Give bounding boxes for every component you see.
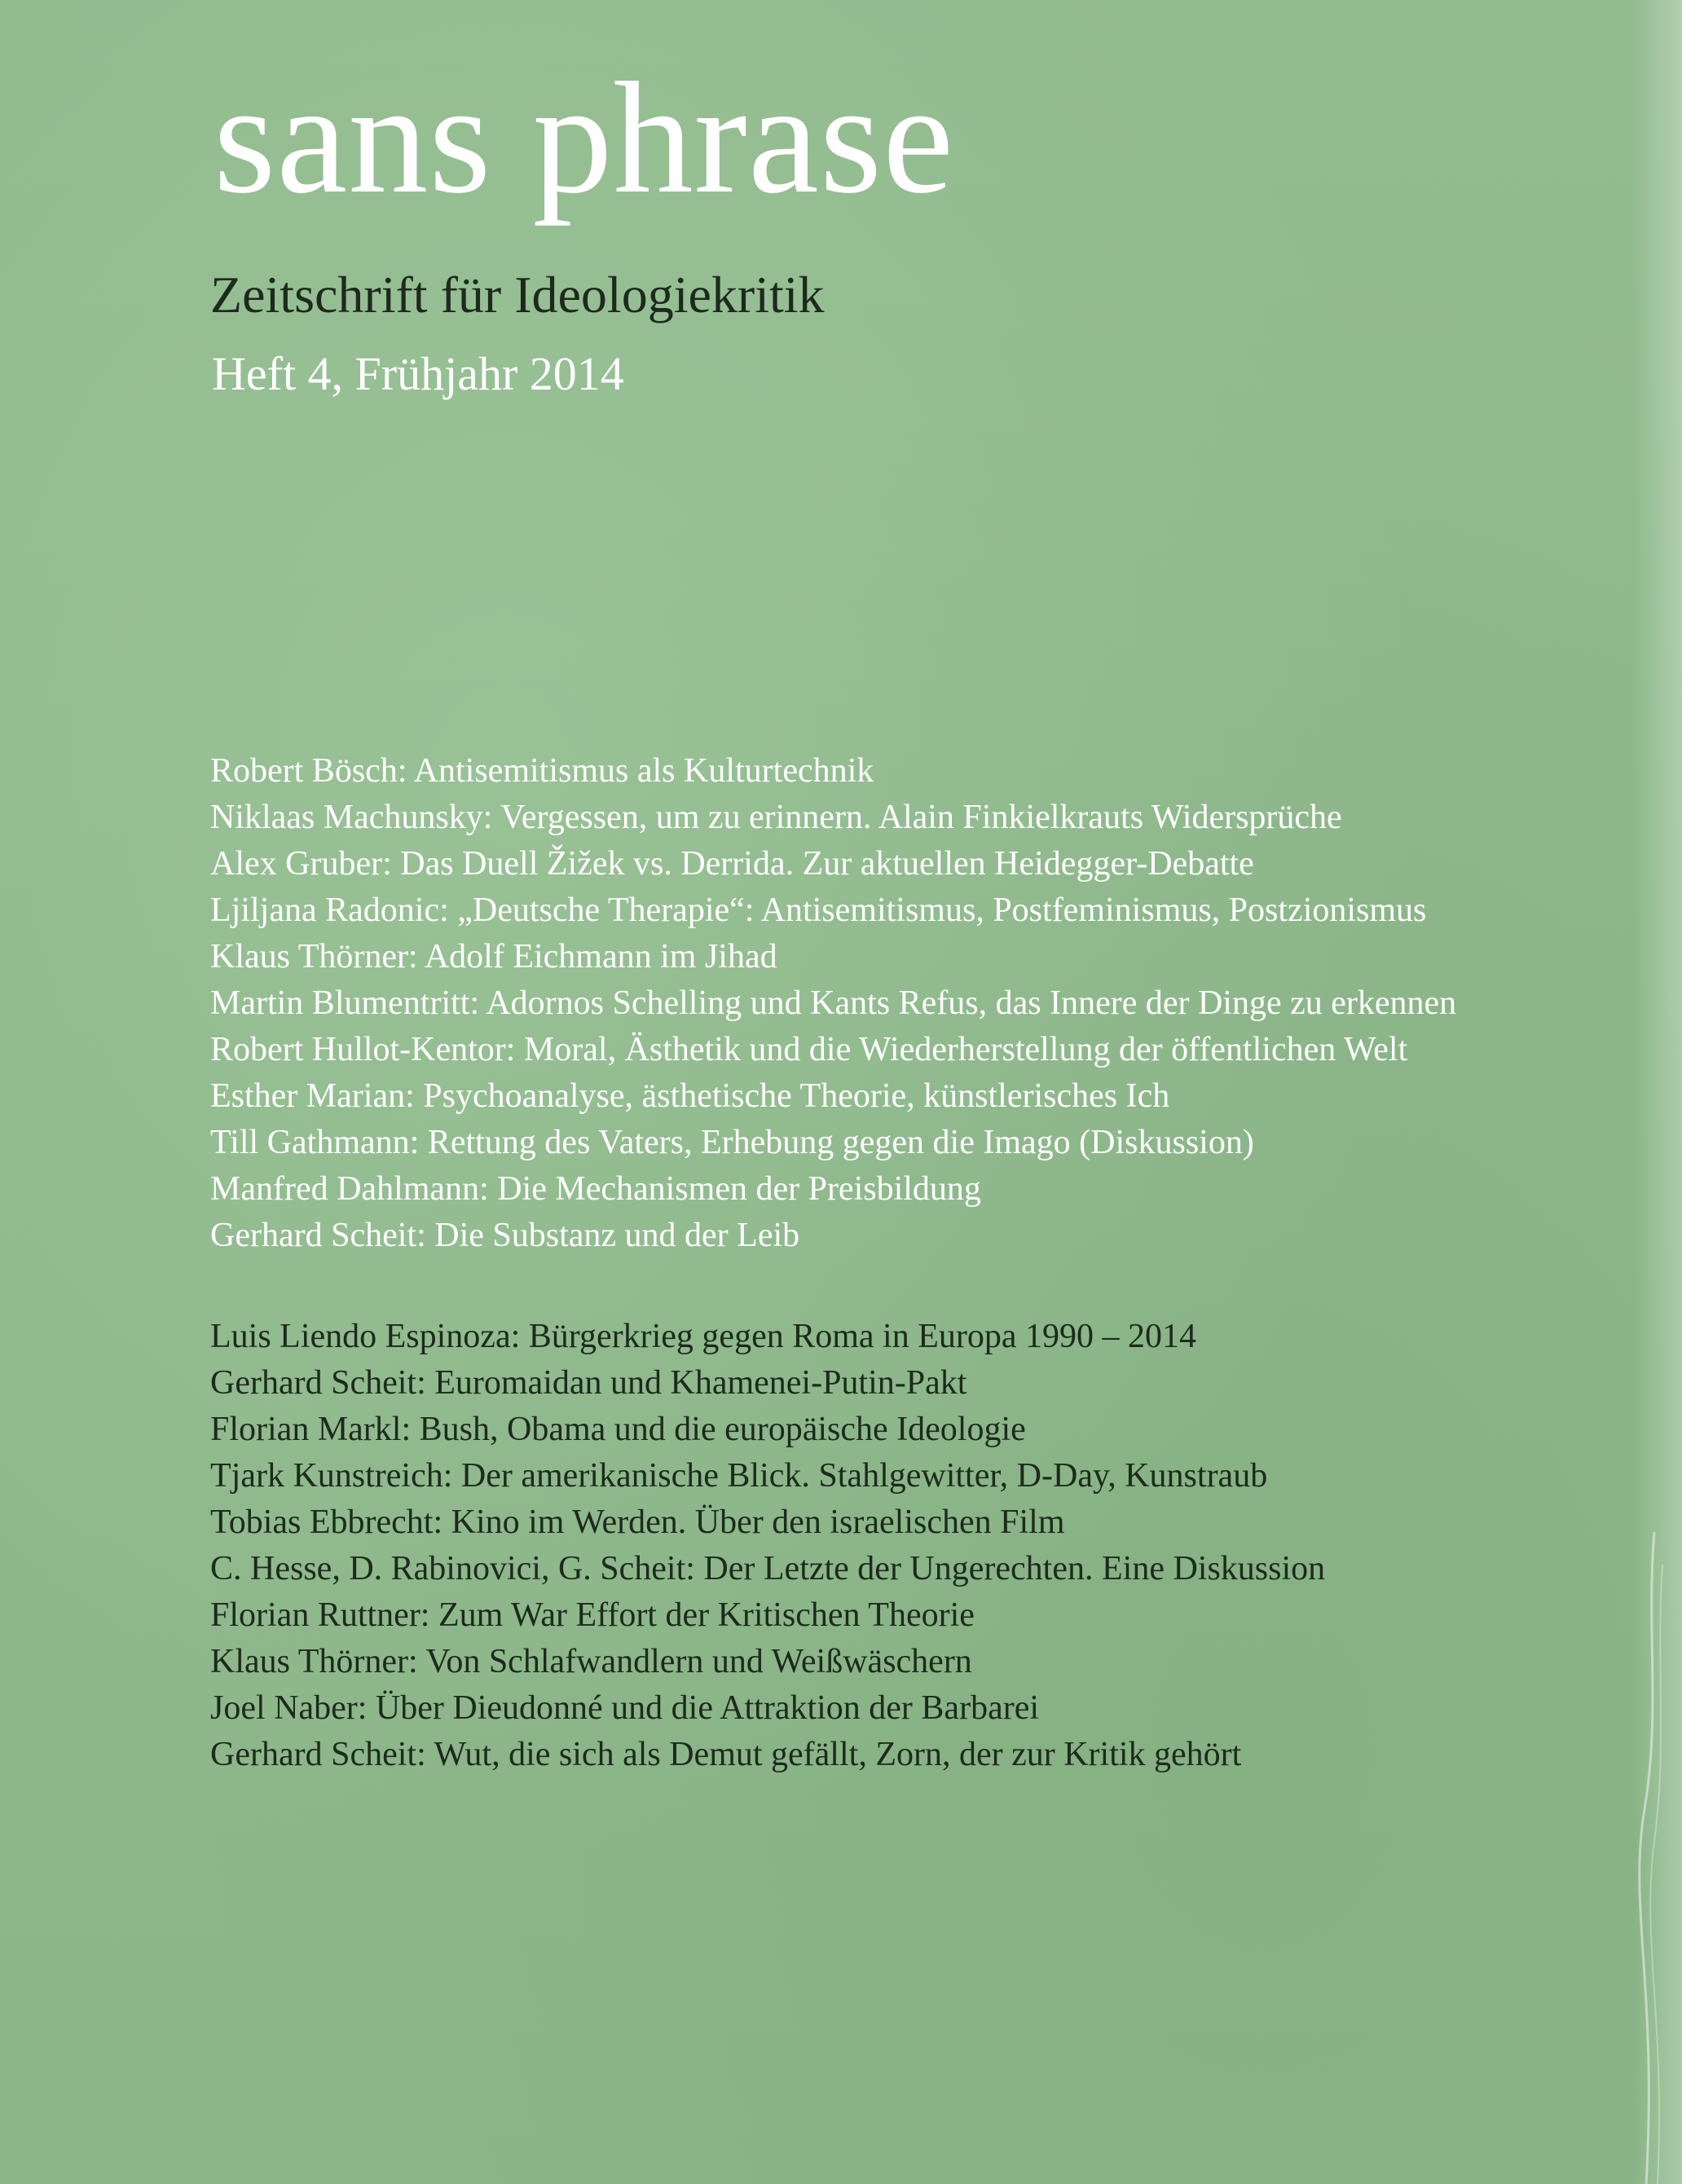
contents-entry: Ljiljana Radonic: „Deutsche Therapie“: Antisemitismus, Postfeminismus, Postzionismus [210,892,1427,929]
contents-entry: Tjark Kunstreich: Der amerikanische Blick. Stahlgewitter, D-Day, Kunstraub [210,1457,1268,1495]
contents-entry: Till Gathmann: Rettung des Vaters, Erhebung gegen die Imago (Diskussion) [210,1124,1254,1161]
contents-entry: Robert Bösch: Antisemitismus als Kulturtechnik [210,752,874,790]
contents-entry: Alex Gruber: Das Duell Žižek vs. Derrida. Zur aktuellen Heidegger-Debatte [210,845,1254,883]
contents-entry: Tobias Ebbrecht: Kino im Werden. Über den israelischen Film [210,1504,1065,1541]
contents-entry: Gerhard Scheit: Euromaidan und Khamenei-Putin-Pakt [210,1364,967,1402]
contents-entry: Klaus Thörner: Von Schlafwandlern und Weißwäschern [210,1643,972,1680]
journal-subtitle: Zeitschrift für Ideologiekritik [210,266,825,324]
contents-entry: Florian Markl: Bush, Obama und die europäische Ideologie [210,1411,1026,1448]
contents-entry: Esther Marian: Psychoanalyse, ästhetische Theorie, künstlerisches Ich [210,1077,1170,1115]
issue-info: Heft 4, Frühjahr 2014 [212,347,624,400]
contents-entry: C. Hesse, D. Rabinovici, G. Scheit: Der Letzte der Ungerechten. Eine Diskussion [210,1550,1326,1587]
contents-section-two [210,1314,1325,1778]
contents-entry: Robert Hullot-Kentor: Moral, Ästhetik und die Wiederherstellung der öffentlichen Welt [210,1031,1408,1068]
contents-entry: Niklaas Machunsky: Vergessen, um zu erinnern. Alain Finkielkrauts Widersprüche [210,799,1342,836]
contents-entry: Florian Ruttner: Zum War Effort der Kritischen Theorie [210,1596,975,1634]
contents-entry: Gerhard Scheit: Wut, die sich als Demut gefällt, Zorn, der zur Kritik gehört [210,1736,1242,1773]
contents-entry: Manfred Dahlmann: Die Mechanismen der Preisbildung [210,1170,981,1208]
contents-section-one [210,748,1456,1259]
paper-crease [1622,1532,1671,2184]
contents-entry: Gerhard Scheit: Die Substanz und der Leib [210,1217,800,1254]
contents-entry: Joel Naber: Über Dieudonné und die Attraktion der Barbarei [210,1689,1040,1727]
contents-entry: Klaus Thörner: Adolf Eichmann im Jihad [210,938,777,975]
contents-entry: Luis Liendo Espinoza: Bürgerkrieg gegen Roma in Europa 1990 – 2014 [210,1318,1196,1355]
contents-entry: Martin Blumentritt: Adornos Schelling und Kants Refus, das Innere der Dinge zu erkennen [210,984,1457,1022]
journal-title: sans phrase [214,50,955,227]
